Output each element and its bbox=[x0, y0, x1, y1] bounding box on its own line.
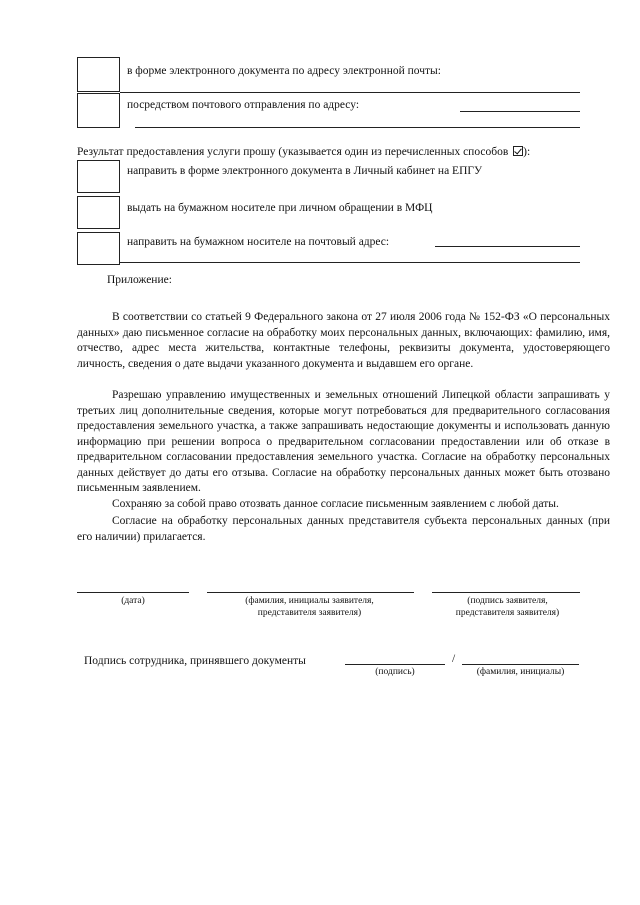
employee-name-line bbox=[462, 664, 579, 665]
post-address-line-1 bbox=[460, 111, 580, 112]
result-heading-close: ): bbox=[523, 146, 531, 158]
attachment-label: Приложение: bbox=[107, 274, 172, 286]
applicant-name-line bbox=[207, 592, 414, 593]
consent-paragraph-1: В соответствии со статьей 9 Федерального закона от 27 июля 2006 года № 152-ФЗ «О персональных данных» даю письменное согласие на обработку моих персональных данных, включающих: фамилию, имя, отчество, адрес места жительства, контактные телефоны, реквизиты документа, удостоверяющего личность, сведения о дате выдачи указанного документа и выдавшем его органе. bbox=[77, 311, 610, 370]
checkbox-result-post[interactable] bbox=[77, 232, 120, 265]
result-option-post: направить на бумажном носителе на почтовый адрес: bbox=[127, 236, 390, 248]
date-caption: (дата) bbox=[121, 596, 145, 606]
applicant-sign-line bbox=[432, 592, 580, 593]
result-post-address-line-2 bbox=[120, 262, 580, 263]
employee-sign-line bbox=[345, 664, 445, 665]
result-post-address-line-1 bbox=[435, 246, 580, 247]
employee-sign-caption: (подпись) bbox=[375, 667, 415, 677]
employee-name-caption: (фамилия, инициалы) bbox=[476, 667, 565, 677]
consent-paragraph-4: Согласие на обработку персональных данных представителя субъекта персональных данных (при его наличии) прилагается. bbox=[77, 515, 610, 543]
result-heading-text: Результат предоставления услуги прошу (указывается один из перечисленных способов bbox=[77, 146, 509, 158]
checkbox-result-epgu[interactable] bbox=[77, 160, 120, 193]
applicant-sign-caption: (подпись заявителя, представителя заявителя) bbox=[455, 596, 560, 618]
email-option-label: в форме электронного документа по адресу электронной почты: bbox=[127, 65, 441, 77]
post-option-label: посредством почтового отправления по адресу: bbox=[127, 99, 360, 111]
applicant-name-caption: (фамилия, инициалы заявителя, представителя заявителя) bbox=[245, 596, 374, 618]
checkbox-email[interactable] bbox=[77, 57, 120, 92]
consent-paragraph-3: Сохраняю за собой право отозвать данное согласие письменным заявлением с любой даты. bbox=[112, 498, 559, 510]
email-address-line bbox=[120, 92, 580, 93]
post-address-line-2 bbox=[135, 127, 580, 128]
consent-paragraph-2: Разрешаю управлению имущественных и земельных отношений Липецкой области запрашивать у третьих лиц дополнительные сведения, которые могут потребоваться для предварительного согласования предоставления земельного участка, а также запрашивать недостающие документы и использовать данную информацию при решении вопроса о предварительном согласовании предоставлении или об отказе в предварительном согласовании предоставления земельного участка. Согласие на обработку персональных данных действует до даты его отзыва. Согласие на обработку персональных данных может быть отозвано письменным заявлением. bbox=[77, 389, 610, 494]
signature-separator: / bbox=[452, 653, 456, 665]
checked-box-icon bbox=[513, 146, 523, 156]
employee-signature-label: Подпись сотрудника, принявшего документы bbox=[84, 655, 306, 667]
result-option-epgu: направить в форме электронного документа в Личный кабинет на ЕПГУ bbox=[127, 165, 483, 177]
date-line bbox=[77, 592, 189, 593]
result-option-mfc: выдать на бумажном носителе при личном обращении в МФЦ bbox=[127, 202, 433, 214]
result-heading bbox=[77, 145, 530, 159]
checkbox-post[interactable] bbox=[77, 93, 120, 128]
checkbox-result-mfc[interactable] bbox=[77, 196, 120, 229]
